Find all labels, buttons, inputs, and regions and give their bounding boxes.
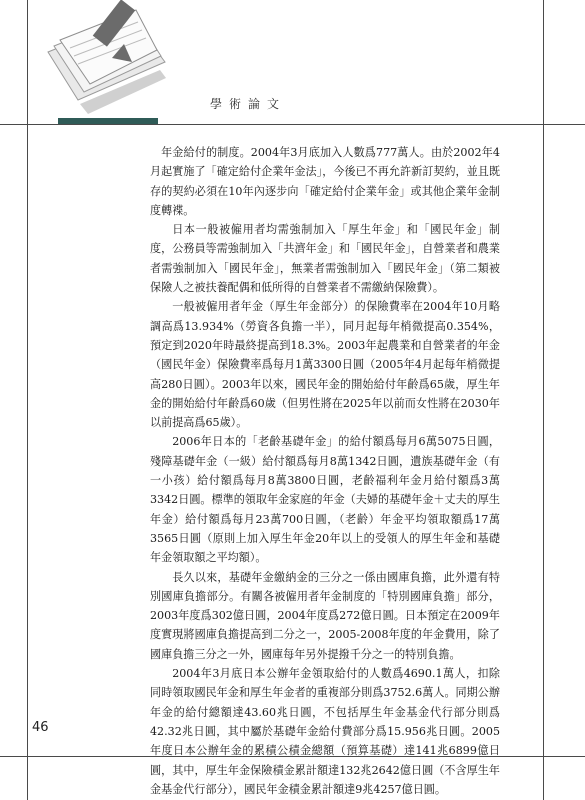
paragraph: 長久以來，基礎年金繳納金的三分之一係由國庫負擔，此外還有特別國庫負擔部分。有關各被僱用者年金制度的「特別國庫負擔」部分，2003年度爲302億日圓，2004年度爲272億日圓。日本預定在2009年度實現將國庫負擔提高到二分之一，2005-2008年度的年金費用，除了國庫負擔三分之一外，國庫每年另外提撥千分之一的特別負擔。	[150, 570, 500, 661]
paper-stack-icon	[40, 0, 170, 130]
page-number: 46	[32, 720, 49, 735]
paragraph: 一般被僱用者年金（厚生年金部分）的保險費率在2004年10月略調高爲13.934%（勞資各負擔一半），同月起每年梢微提高0.354%，預定到2020年時最終提高到18.3%。2003年起農業和自營業者的年金（國民年金）保險費率爲每月1萬3300日圓（2005年4月起每年梢微提高280日圓）。2003年以來，國民年金的開始給付年齡爲65歲，厚生年金的開始給付年齡爲60歲（但男性將在2025年以前而女性將在2030年以前提高爲65歲）。	[150, 300, 500, 430]
article-body	[150, 143, 500, 799]
section-title: 學術論文	[210, 97, 287, 111]
paragraph: 2004年3月底日本公辦年金領取給付的人數爲4690.1萬人，扣除同時領取國民年金和厚生年金者的重複部分則爲3752.6萬人。同期公辦年金的給付總額達43.60兆日圓，不包括厚生年金基金代行部分則爲42.32兆日圓，其中屬於基礎年金給付費部分爲15.956兆日圓。2005年度日本公辦年金的累積公積金總額（預算基礎）達141兆6899億日圓，其中，厚生年金保險積金累計額達132兆2642億日圓（不含厚生年金基金代行部分），國民年金積金累計額達9兆4257億日圓。	[150, 667, 500, 796]
paragraph: 年金給付的制度。2004年3月底加入人數爲777萬人。由於2002年4月起實施了「確定給付企業年金法」，今後已不再允許新訂契約，並且既存的契約必須在10年內逐步向「確定給付企業年金」或其他企業年金制度轉褋。	[150, 146, 500, 217]
paragraph: 日本一般被僱用者均需強制加入「厚生年金」和「國民年金」制度，公務員等需強制加入「共濟年金」和「國民年金」，自營業者和農業者需強制加入「國民年金」，無業者需強制加入「國民年金」（第二類被保險人之被扶養配偶和低所得的自營業者不需繳納保險費）。	[150, 223, 500, 295]
paragraph: 2006年日本的「老齡基礎年金」的給付額爲每月6萬5075日圓，殘障基礎年金（一級）給付額爲每月8萬1342日圓，遺族基礎年金（有一小孩）給付額爲每月8萬3800日圓，老齡福利年金月給付額爲3萬3342日圓。標準的領取年金家庭的年金（夫婦的基礎年金＋丈夫的厚生年金）給付額爲每月23萬700日圓，（老齡）年金平均領取額爲17萬3565日圓（原則上加入厚生年金20年以上的受領人的厚生年金和基礎年金領取額之平均額）。	[150, 435, 500, 565]
right-margin-rule	[543, 0, 544, 800]
left-margin-rule	[27, 0, 28, 800]
